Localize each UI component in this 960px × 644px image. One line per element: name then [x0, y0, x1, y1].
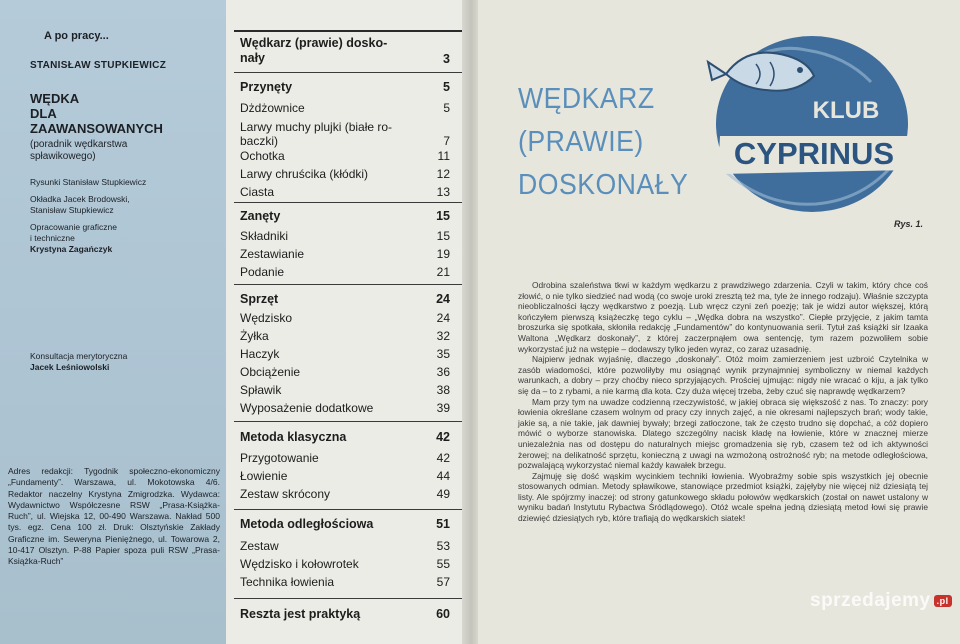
toc-section: [240, 36, 450, 66]
chapter-title-line: WĘDKARZ: [518, 83, 655, 115]
toc-page-number: 38: [436, 383, 450, 397]
toc-page-number: 15: [436, 229, 450, 243]
toc-entry: [240, 247, 450, 261]
toc-entry-label: Przygotowanie: [240, 451, 319, 465]
toc-entry-label: baczki): [240, 134, 279, 148]
toc-entry-label: Zestaw: [240, 539, 279, 553]
watermark-suffix: .pl: [934, 595, 952, 607]
toc-entry: [240, 149, 450, 163]
book-subtitle-line: spławikowego): [30, 151, 96, 162]
toc-page-number: 32: [436, 329, 450, 343]
toc-page-number: 60: [436, 607, 450, 621]
toc-entry: [240, 347, 450, 361]
toc-page-number: 49: [436, 487, 450, 501]
book-title: [30, 91, 220, 136]
toc-entry: [240, 265, 450, 279]
body-paragraph: Zajmuję się dość wąskim wycinkiem techniki łowienia. Wyobraźmy sobie spis wszystkich jej obecnie stosowanych odmian. Metody spławikowe, stanowiące przedmiot książki, zajęłyby nie więcej niż dziesiątą tej listy. Ale spójrzmy inaczej: od strony gatunkowego składu połowów wędkarskich (został on nawet ustalony w wyniku badań Instytutu Rybactwa Śródlądowego). Otóż wcale spełna jedną dziesiątą metod łowi się prawie dziewięć dziesiątych ryb, które trafiają do wędkarskich siatek!: [518, 470, 928, 524]
toc-entry-label: Wędzisko: [240, 311, 293, 325]
book-subtitle: [30, 139, 220, 163]
book-subtitle-line: (poradnik wędkarstwa: [30, 139, 128, 150]
toc-entry-label: Obciążenie: [240, 365, 301, 379]
toc-entry-label: Spławik: [240, 383, 282, 397]
toc-section-title: Przynęty: [240, 80, 293, 94]
toc-page-number: 15: [436, 209, 450, 223]
publisher-address: Adres redakcji: Tygodnik społeczno-ekonomiczny „Fundamenty”. Warszawa, ul. Mokotowska 4/6. Redaktor naczelny Krystyna Zmigrodzka. Wydawca: Wydawnictwo Współczesne RSW „Prasa-Książka-Ruch”, ul. Wiejska 12, 00-490 Warszawa. Nakład 500 tys. egz. Cena 100 zł. Druk: Olsztyńskie Zakłady Graficzne im. Seweryna Pieniężnego, ul. Towarowa 2, 10-417 Olsztyn. P-88 Papier spoza puli RSW „Prasa-Książka-Ruch”: [8, 466, 220, 567]
toc-section-title: Reszta jest praktyką: [240, 607, 361, 621]
cover-line: Stanisław Stupkiewicz: [30, 205, 114, 215]
toc-divider: [234, 509, 462, 510]
body-paragraph: Odrobina szaleństwa tkwi w każdym wędkarzu z prawdziwego zdarzenia. Czyli w takim, który chce coś złowić, o nie tylko siedzieć nad wodą (co swoje uroki zresztą też ma, tyle że innego rodzaju). Właśnie szczypta nieobliczalności łączy wędkarstwo z poezją. Lub wręcz czyni zeń poezję; tak je widzi autor większej, którą kończyłem pierwszą książeczkę tego cyklu – „Wędka dobra na wszystko”. Ciepłe przyjęcie, z jakim tamta broszurka się spotkała, skłoniła redakcję „Fundamentów” do kontynuowania serii. Tytuł zaś książki sir Izaaka Waltona „Wędkarz doskonały”, z której zaczerpnąłem owa sentencję, tym razem pozwoliłem sobie wykorzystać już na wstępie – dodawszy tylko jeden wyraz, co zaraz uzasadnię.: [518, 280, 928, 354]
toc-entry: [240, 383, 450, 397]
table-of-contents: [226, 0, 470, 644]
design-line: Opracowanie graficzne: [30, 222, 117, 232]
toc-entry-label: Larwy muchy plujki (białe ro-: [240, 120, 393, 134]
book-title-line: ZAAWANSOWANYCH: [30, 121, 163, 136]
chapter-title: [518, 78, 688, 207]
site-watermark: [810, 590, 952, 612]
figure-caption: Rys. 1.: [894, 219, 924, 229]
book-title-line: WĘDKA: [30, 91, 80, 106]
right-page: [478, 0, 960, 644]
book-title-line: DLA: [30, 106, 57, 121]
toc-section: [240, 209, 450, 223]
toc-entry: [240, 575, 450, 589]
toc-section-title: Sprzęt: [240, 292, 279, 306]
toc-divider: [234, 202, 462, 203]
toc-entry-label: Wędzisko i kołowrotek: [240, 557, 359, 571]
toc-divider: [234, 421, 462, 422]
toc-section-title: Zanęty: [240, 209, 281, 223]
toc-entry: [240, 185, 450, 199]
toc-entry-label: Larwy chruścika (kłódki): [240, 167, 369, 181]
toc-entry-label: Zestawianie: [240, 247, 305, 261]
toc-section: [240, 80, 450, 94]
design-credit: [30, 222, 220, 255]
toc-page-number: 35: [436, 347, 450, 361]
consult-label: Konsultacja merytoryczna: [30, 351, 128, 361]
design-line: i techniczne: [30, 233, 75, 243]
illustrations-line: Rysunki Stanisław Stupkiewicz: [30, 177, 147, 187]
toc-page-number: 5: [443, 101, 450, 115]
toc-divider: [234, 72, 462, 73]
toc-page-number: 55: [436, 557, 450, 571]
toc-divider: [234, 284, 462, 285]
series-label: A po pracy...: [44, 30, 109, 42]
toc-page-number: 24: [436, 311, 450, 325]
klub-cyprinus-logo: [696, 32, 916, 217]
toc-entry-label: Ochotka: [240, 149, 285, 163]
toc-section: [240, 430, 450, 444]
book-credits: [30, 30, 220, 255]
chapter-title-line: (PRAWIE): [518, 126, 644, 158]
toc-page-number: 42: [436, 430, 450, 444]
toc-section: [240, 607, 450, 621]
toc-page-number: 53: [436, 539, 450, 553]
toc-page-number: 51: [436, 517, 450, 531]
illustrations-credit: [30, 177, 220, 255]
toc-entry: [240, 167, 450, 181]
toc-divider: [234, 598, 462, 599]
author-name: STANISŁAW STUPKIEWICZ: [30, 60, 167, 71]
toc-page-number: 5: [443, 80, 450, 94]
toc-page-number: 24: [436, 292, 450, 306]
toc-section-title: Metoda odległościowa: [240, 517, 374, 531]
toc-entry-label: Podanie: [240, 265, 285, 279]
toc-section: [240, 517, 450, 531]
toc-section-title: Metoda klasyczna: [240, 430, 347, 444]
toc-section-title: nały: [240, 51, 266, 65]
consultation-credit: [30, 351, 210, 373]
toc-entry: [240, 120, 450, 148]
toc-entry: [240, 401, 450, 415]
toc-entry-label: Dżdżownice: [240, 101, 305, 115]
toc-entry-label: Żyłka: [240, 329, 269, 343]
toc-entry-label: Wyposażenie dodatkowe: [240, 401, 374, 415]
toc-page-number: 39: [436, 401, 450, 415]
toc-entry: [240, 311, 450, 325]
toc-page-number: 11: [437, 149, 450, 163]
watermark-text: sprzedajemy: [810, 590, 931, 611]
logo-top-text: KLUB: [812, 97, 880, 124]
toc-entry: [240, 451, 450, 465]
toc-section: [240, 292, 450, 306]
toc-entry: [240, 557, 450, 571]
toc-entry: [240, 101, 450, 115]
left-page: [0, 0, 470, 644]
chapter-body: [518, 280, 928, 524]
toc-entry-label: Łowienie: [240, 469, 288, 483]
toc-page-number: 19: [436, 247, 450, 261]
toc-top-rule: [234, 30, 462, 32]
toc-section-title: Wędkarz (prawie) dosko-: [240, 36, 388, 50]
toc-page-number: 3: [443, 52, 450, 66]
toc-entry: [240, 365, 450, 379]
toc-page-number: 36: [436, 365, 450, 379]
chapter-title-line: DOSKONAŁY: [518, 169, 689, 201]
toc-entry: [240, 229, 450, 243]
cover-credit: [30, 194, 220, 216]
cover-line: Okładka Jacek Brodowski,: [30, 194, 130, 204]
toc-page-number: 12: [436, 167, 450, 181]
toc-entry-label: Składniki: [240, 229, 289, 243]
logo-bottom-text: CYPRINUS: [733, 136, 895, 171]
toc-entry: [240, 487, 450, 501]
toc-page-number: 57: [436, 575, 450, 589]
body-paragraph: Najpierw jednak wyjaśnię, dlaczego „doskonały”. Otóż moim zamierzeniem jest uzbroić Czytelnika w zasób wiadomości, które pozwoliłyby mu osiągnąć wynik przynajmniej symboliczny w niemal każdych warunkach, a dobry – przy choćby nieco sprzyjających. Prościej ujmując: nigdy nie wracać o kiju, a jak tylko się da – to z rybami, a nie karmą dla kota. Czy duża więcej trzeba, żeby czuć się naprawdę wędkarzem?: [518, 354, 928, 396]
toc-page-number: 21: [436, 265, 450, 279]
body-paragraph: Mam przy tym na uwadze codzienną rzeczywistość, w jakiej obraca się większość z nas. To znaczy: pory łowienia określane czasem wolnym od pracy czy innych zajęć, a nie okresami najlepszych brań; wody takie, jakie są, a nie takie, jak dawniej bywały; brzegi zatłoczone, tak że często trudno się dopchać, a cóż dopiero mówić o wyborze stanowiska. Dlatego szczególny nacisk kładę na łowienie, które w znacznej mierze uniezależnia nas od dostępu do naturalnych miejsc gromadzenia się ryb, czasem też od ich aktywności żerowej; na delikatność sprzętu, konieczną z uwagi na wzmożoną ostrożność ryb; na metode odległościowa, pozwalającą wykorzystać niemal każdy kawałek brzegu.: [518, 396, 928, 471]
toc-page-number: 44: [436, 469, 450, 483]
consult-name: Jacek Leśniowolski: [30, 362, 110, 372]
toc-page-number: 13: [436, 185, 450, 199]
toc-entry-label: Zestaw skrócony: [240, 487, 331, 501]
toc-entry-label: Haczyk: [240, 347, 280, 361]
design-name: Krystyna Zagańczyk: [30, 244, 113, 254]
toc-entry: [240, 539, 450, 553]
colophon-panel: [0, 0, 226, 644]
toc-entry-label: Technika łowienia: [240, 575, 335, 589]
toc-entry: [240, 469, 450, 483]
toc-entry-label: Ciasta: [240, 185, 275, 199]
toc-page-number: 7: [443, 134, 450, 148]
toc-entry: [240, 329, 450, 343]
toc-page-number: 42: [436, 451, 450, 465]
